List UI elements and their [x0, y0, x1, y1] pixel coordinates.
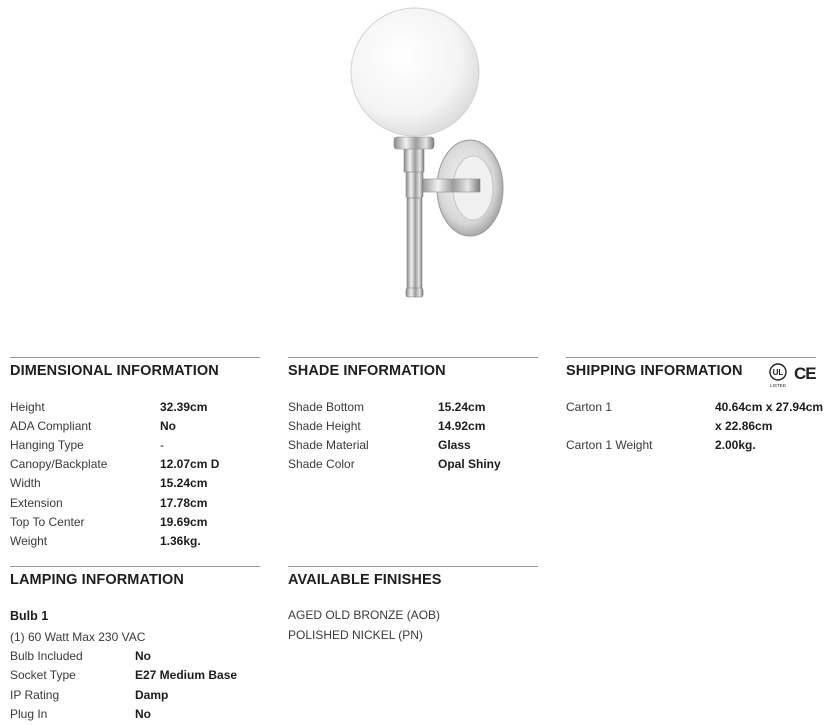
- section-divider: [10, 357, 260, 358]
- shipping-section: [566, 357, 824, 467]
- dim-value: 1.36kg.: [160, 534, 201, 548]
- finishes-section: [288, 566, 538, 656]
- dim-label: ADA Compliant: [10, 419, 92, 433]
- shade-label: Shade Color: [288, 457, 355, 471]
- dim-label: Height: [10, 400, 45, 414]
- lamp-label: Plug In: [10, 707, 48, 721]
- shade-value: Glass: [438, 438, 471, 452]
- shade-section: [288, 357, 538, 487]
- dim-value: 15.24cm: [160, 476, 208, 490]
- dimensional-section: [10, 357, 260, 557]
- ship-label: Carton 1 Weight: [566, 438, 653, 452]
- lamping-section: [10, 566, 260, 725]
- dim-value: 17.78cm: [160, 496, 208, 510]
- shade-value: 15.24cm: [438, 400, 486, 414]
- shade-label: Shade Bottom: [288, 400, 365, 414]
- section-divider: [288, 566, 538, 567]
- shade-label: Shade Height: [288, 419, 361, 433]
- ship-value-line1: 40.64cm x 27.94cm: [715, 400, 824, 414]
- dim-label: Extension: [10, 496, 63, 510]
- lamp-value: E27 Medium Base: [135, 668, 238, 682]
- ship-row-carton1: [566, 400, 836, 440]
- ul-listed-icon: [766, 362, 790, 388]
- ship-label: Carton 1: [566, 400, 613, 414]
- shade-title: SHADE INFORMATION: [288, 363, 446, 379]
- dim-label: Width: [10, 476, 41, 490]
- lamp-value: No: [135, 649, 151, 663]
- shipping-title: SHIPPING INFORMATION: [566, 363, 743, 379]
- lamp-label: IP Rating: [10, 688, 60, 702]
- shade-value: Opal Shiny: [438, 457, 501, 471]
- finishes-title: AVAILABLE FINISHES: [288, 572, 442, 588]
- section-divider: [566, 357, 816, 358]
- finish-item-pn: POLISHED NICKEL (PN): [288, 628, 423, 642]
- ship-value: 2.00kg.: [715, 438, 756, 452]
- dim-label: Canopy/Backplate: [10, 457, 108, 471]
- section-divider: [288, 357, 538, 358]
- lamp-label: Socket Type: [10, 668, 76, 682]
- bulb-desc-text: (1) 60 Watt Max 230 VAC: [10, 630, 146, 644]
- ul-listed-text: LISTED: [770, 383, 786, 388]
- finish-item-aob: AGED OLD BRONZE (AOB): [288, 608, 441, 622]
- section-divider: [10, 566, 260, 567]
- dim-value: 32.39cm: [160, 400, 208, 414]
- ul-mark: UL: [772, 368, 784, 377]
- shade-value: 14.92cm: [438, 419, 486, 433]
- lamp-value: Damp: [135, 688, 169, 702]
- dimensional-title: DIMENSIONAL INFORMATION: [10, 363, 219, 379]
- dim-value: -: [160, 438, 164, 452]
- ce-mark-icon: [794, 364, 816, 384]
- dim-label: Hanging Type: [10, 438, 84, 452]
- dim-value: No: [160, 419, 176, 433]
- sconce-illustration: [330, 5, 530, 305]
- dim-value: 19.69cm: [160, 515, 208, 529]
- dim-label: Weight: [10, 534, 48, 548]
- ce-mark-text: CE: [794, 364, 816, 383]
- lamp-label: Bulb Included: [10, 649, 83, 663]
- bulb-title: Bulb 1: [10, 609, 49, 623]
- dim-label: Top To Center: [10, 515, 85, 529]
- dim-value: 12.07cm D: [160, 457, 220, 471]
- lamping-title: LAMPING INFORMATION: [10, 572, 185, 588]
- lamp-value: No: [135, 707, 151, 721]
- ship-value-line2: x 22.86cm: [715, 419, 773, 433]
- shade-label: Shade Material: [288, 438, 369, 452]
- product-image: [330, 5, 530, 305]
